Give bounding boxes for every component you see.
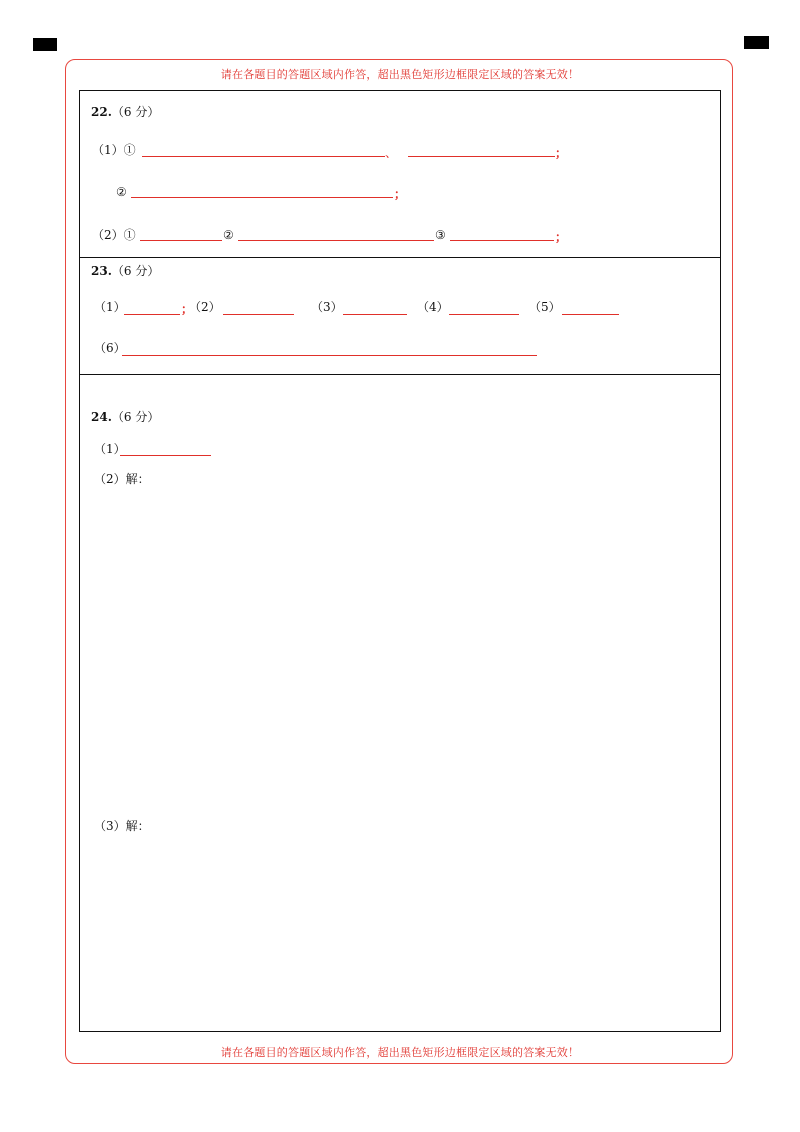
q23-blank-1[interactable]	[124, 314, 180, 315]
q22-p2-end: ；	[555, 230, 568, 244]
q22-p1-blank-2[interactable]	[408, 156, 555, 157]
q23-blank-6[interactable]	[122, 355, 537, 356]
section-divider-22-23	[79, 257, 721, 258]
q22-heading	[91, 105, 159, 119]
q23-blank-2[interactable]	[223, 314, 294, 315]
q22-p2-circle2: ②	[223, 228, 234, 242]
q24-number: 24.	[91, 410, 112, 424]
q22-p1-circle2: ②	[116, 185, 127, 199]
q22-p2-blank-1[interactable]	[140, 240, 222, 241]
q23-label-6: （6）	[94, 341, 126, 355]
q22-p1-blank-1[interactable]	[142, 156, 385, 157]
answer-sheet-box	[79, 90, 721, 1032]
section-divider-23-24	[79, 374, 721, 375]
q22-p1-separator: 、	[385, 146, 398, 160]
q23-blank-3[interactable]	[343, 314, 407, 315]
q24-score: （6 分）	[111, 410, 160, 424]
q23-blank-5[interactable]	[562, 314, 619, 315]
q22-p2-circle3: ③	[435, 228, 446, 242]
q23-label-1: （1）	[94, 300, 126, 314]
alignment-marker-left	[33, 38, 57, 51]
q22-number: 22.	[91, 105, 112, 119]
q24-label-2: （2）解：	[94, 472, 150, 486]
q23-label-4: （4）	[417, 300, 449, 314]
q23-label-3: （3）	[311, 300, 343, 314]
alignment-marker-right	[744, 36, 769, 49]
q22-p1-end2: ；	[394, 187, 407, 201]
q22-p1-end: ；	[555, 146, 568, 160]
q23-blank-4[interactable]	[449, 314, 519, 315]
q24-label-1: （1）	[94, 442, 126, 456]
q22-p2-blank-3[interactable]	[450, 240, 554, 241]
q24-blank-1[interactable]	[120, 455, 211, 456]
q23-heading	[91, 264, 159, 278]
q23-number: 23.	[91, 264, 112, 278]
q22-score: （6 分）	[111, 105, 160, 119]
q22-p2-blank-2[interactable]	[238, 240, 434, 241]
q23-semicolon: ；	[181, 302, 194, 316]
q23-score: （6 分）	[111, 264, 160, 278]
q22-p1-blank-3[interactable]	[131, 197, 393, 198]
notice-bottom: 请在各题目的答题区域内作答，超出黑色矩形边框限定区域的答案无效！	[220, 1046, 580, 1059]
q24-heading	[91, 410, 159, 424]
q22-part1-label: （1）①	[92, 143, 136, 157]
notice-top: 请在各题目的答题区域内作答，超出黑色矩形边框限定区域的答案无效！	[220, 68, 580, 81]
q23-label-2: （2）	[189, 300, 221, 314]
q24-label-3: （3）解：	[94, 819, 150, 833]
q22-part2-label: （2）①	[92, 228, 136, 242]
q23-label-5: （5）	[529, 300, 561, 314]
